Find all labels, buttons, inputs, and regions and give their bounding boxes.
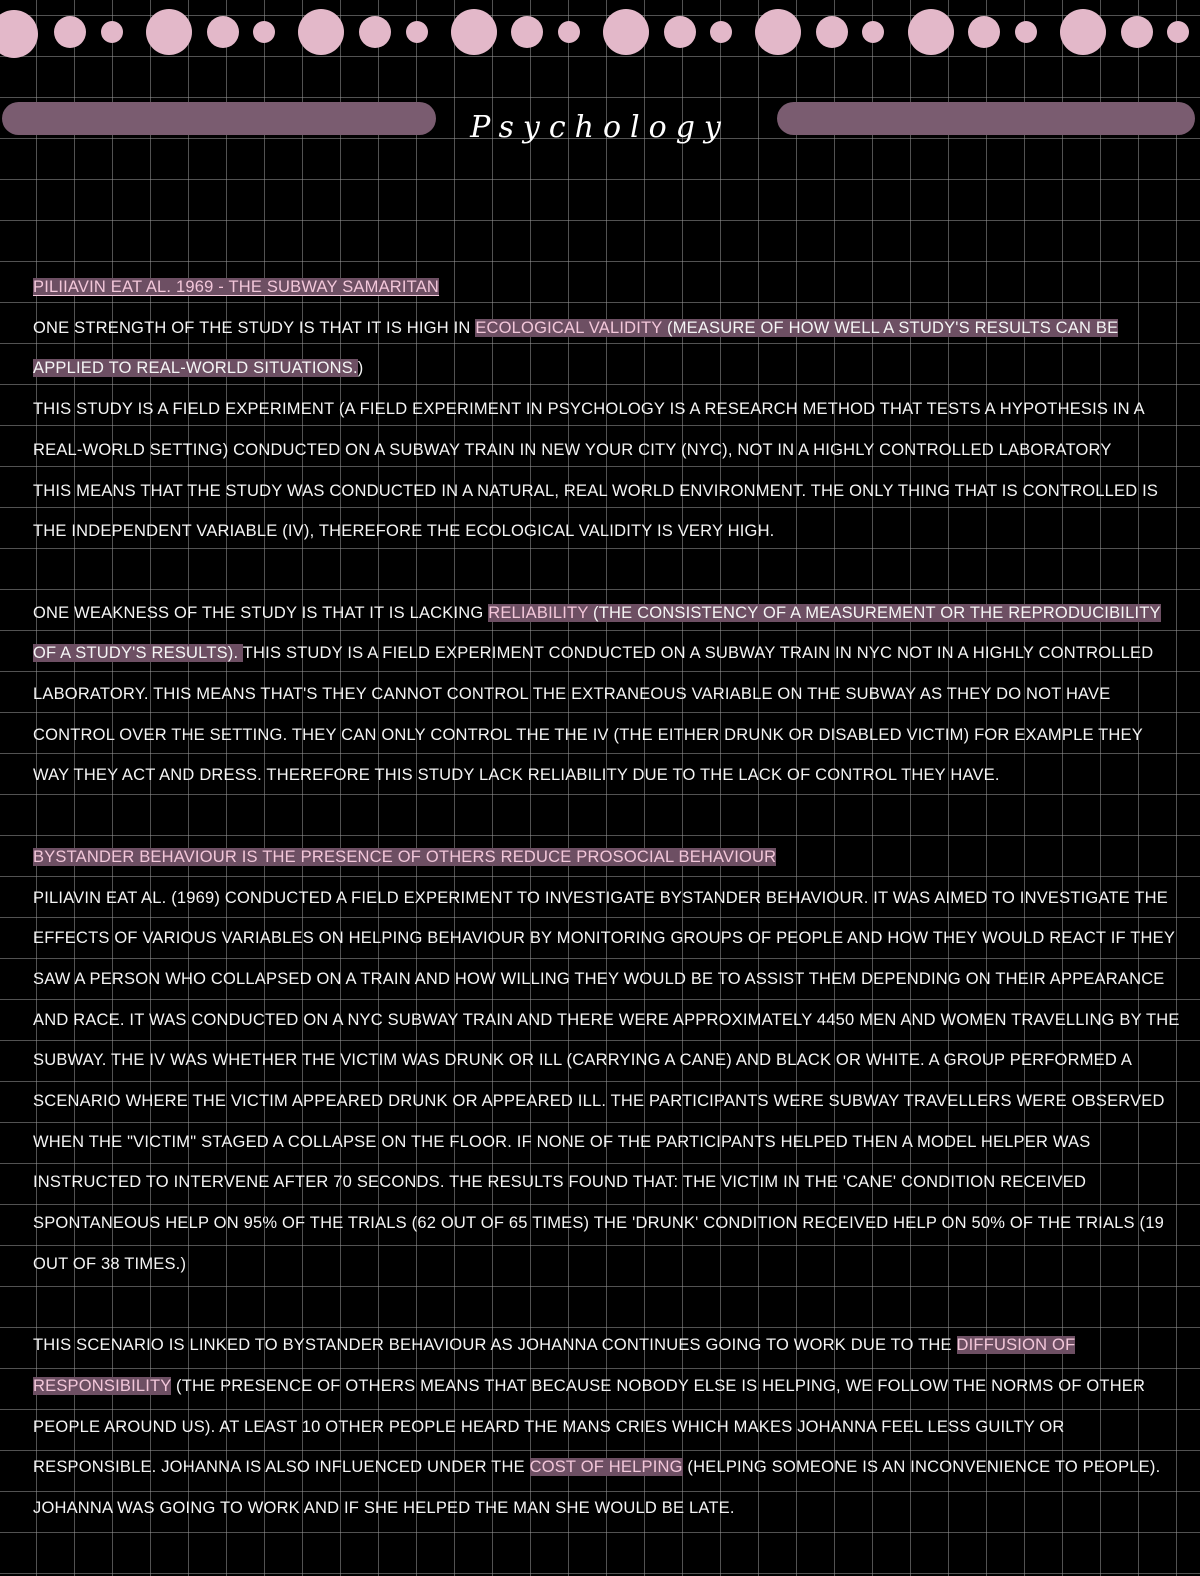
dot-decoration bbox=[101, 21, 123, 43]
dot-decoration bbox=[451, 9, 497, 55]
dot-decoration bbox=[862, 21, 884, 43]
section2-p1-start: ONE WEAKNESS OF THE STUDY IS THAT IT IS LACKING bbox=[33, 603, 489, 622]
dot-decoration bbox=[511, 16, 543, 48]
dot-decoration bbox=[1167, 21, 1189, 43]
section4-paragraph-1 bbox=[33, 1325, 1183, 1529]
dot-decoration bbox=[359, 16, 391, 48]
dot-decoration bbox=[54, 16, 86, 48]
term-diffusion-of-responsibility: DIFFUSION OF RESPONSIBILITY bbox=[33, 1336, 1076, 1395]
section1-p1-end: ) bbox=[357, 359, 364, 378]
dot-decoration bbox=[710, 21, 732, 43]
section-gap bbox=[33, 796, 1183, 837]
dot-decoration bbox=[146, 9, 192, 55]
term-ecological-validity: ECOLOGICAL VALIDITY bbox=[475, 318, 663, 337]
section1-paragraph-1 bbox=[33, 308, 1183, 389]
section4-p1-middle: (THE PRESENCE OF OTHERS MEANS THAT BECAUSE NOBODY ELSE IS HELPING, WE FOLLOW THE NORMS OF OTHER PEOPLE AROUND US). AT LEAST 10 OTHER PEOPLE HEARD THE MANS CRIES WHICH MAKES JOHANNA FEEL LESS GUILTY OR RESPONSIBLE. JOHANNA IS ALSO INFLUENCED UNDER THE bbox=[33, 1376, 1146, 1477]
section1-heading-line bbox=[33, 267, 1183, 308]
dot-decoration bbox=[664, 16, 696, 48]
dot-decoration bbox=[968, 16, 1000, 48]
decorative-dot-border bbox=[0, 0, 1200, 64]
dot-decoration bbox=[0, 10, 38, 58]
section1-paragraph-3: THIS MEANS THAT THE STUDY WAS CONDUCTED IN A NATURAL, REAL WORLD ENVIRONMENT. THE ONLY THING THAT IS CONTROLLED IS THE INDEPENDENT VARIABLE (IV), THEREFORE THE ECOLOGICAL VALIDITY IS VERY HIGH. bbox=[33, 481, 1159, 541]
dot-decoration bbox=[1060, 9, 1106, 55]
term-cost-of-helping: COST OF HELPING bbox=[529, 1458, 683, 1477]
dot-decoration bbox=[558, 21, 580, 43]
dot-decoration bbox=[406, 21, 428, 43]
dot-decoration bbox=[253, 21, 275, 43]
section1-paragraph-2: THIS STUDY IS A FIELD EXPERIMENT (A FIELD EXPERIMENT IN PSYCHOLOGY IS A RESEARCH METHOD THAT TESTS A HYPOTHESIS IN A REAL-WORLD SETTING) CONDUCTED ON A SUBWAY TRAIN IN NEW YOUR CITY (NYC), NOT IN A HIGHLY CONTROLLED LABORATORY bbox=[33, 400, 1144, 459]
section3-paragraph-1: PILIAVIN EAT AL. (1969) CONDUCTED A FIELD EXPERIMENT TO INVESTIGATE BYSTANDER BEHAVIOUR. IT WAS AIMED TO INVESTIGATE THE EFFECTS OF VARIOUS VARIABLES ON HELPING BEHAVIOUR BY MONITORING GROUPS OF PEOPLE AND HOW THEY WOULD REACT IF THEY SAW A PERSON WHO COLLAPSED ON A TRAIN AND HOW WILLING THEY WOULD BE TO ASSIST THEM DEPENDING ON THEIR APPEARANCE AND RACE. IT WAS CONDUCTED ON A NYC SUBWAY TRAIN AND THERE WERE APPROXIMATELY 4450 MEN AND WOMEN TRAVELLING BY THE SUBWAY. THE IV WAS WHETHER THE VICTIM WAS DRUNK OR ILL (CARRYING A CANE) AND BLACK OR WHITE. A GROUP PERFORMED A SCENARIO WHERE THE VICTIM APPEARED DRUNK OR APPEARED ILL. THE PARTICIPANTS WERE SUBWAY TRAVELLERS WERE OBSERVED WHEN THE "VICTIM" STAGED A COLLAPSE ON THE FLOOR. IF NONE OF THE PARTICIPANTS HELPED THEN A MODEL HELPER WAS INSTRUCTED TO INTERVENE AFTER 70 SECONDS. THE RESULTS FOUND THAT: THE VICTIM IN THE 'CANE' CONDITION RECEIVED SPONTANEOUS HELP ON 95% OF THE TRIALS (62 OUT OF 65 TIMES) THE 'DRUNK' CONDITION RECEIVED HELP ON 50% OF THE TRIALS (19 OUT OF 38 TIMES.) bbox=[33, 888, 1180, 1273]
section1-p1-start: ONE STRENGTH OF THE STUDY IS THAT IT IS HIGH IN bbox=[33, 318, 476, 337]
section-gap bbox=[33, 552, 1183, 593]
section-gap bbox=[33, 1285, 1183, 1326]
definition-ecological-validity: (MEASURE OF HOW WELL A STUDY'S RESULTS CAN BE APPLIED TO REAL-WORLD SITUATIONS. bbox=[33, 318, 1119, 378]
section1-heading: PILIIAVIN EAT AL. 1969 - THE SUBWAY SAMARITAN bbox=[33, 278, 440, 296]
section2-p1-end: THIS STUDY IS A FIELD EXPERIMENT CONDUCTED ON A SUBWAY TRAIN IN NYC NOT IN A HIGHLY CONTROLLED LABORATORY. THIS MEANS THAT'S THEY CANNOT CONTROL THE EXTRANEOUS VARIABLE ON THE SUBWAY AS THEY DO NOT HAVE CONTROL OVER THE SETTING. THEY CAN ONLY CONTROL THE THE IV (THE EITHER DRUNK OR DISABLED VICTIM) FOR EXAMPLE THEY WAY THEY ACT AND DRESS. THEREFORE THIS STUDY LACK RELIABILITY DUE TO THE LACK OF CONTROL THEY HAVE. bbox=[33, 644, 1154, 785]
dot-decoration bbox=[1121, 16, 1153, 48]
section3-heading: BYSTANDER BEHAVIOUR IS THE PRESENCE OF OTHERS REDUCE PROSOCIAL BEHAVIOUR bbox=[33, 847, 777, 866]
dot-decoration bbox=[1015, 21, 1037, 43]
dot-decoration bbox=[298, 9, 344, 55]
page-title: Psychology bbox=[470, 110, 730, 145]
dot-decoration bbox=[207, 16, 239, 48]
dot-decoration bbox=[755, 9, 801, 55]
notes-content bbox=[33, 267, 1183, 1529]
dot-decoration bbox=[816, 16, 848, 48]
section4-p1-end: (HELPING SOMEONE IS AN INCONVENIENCE TO PEOPLE). JOHANNA WAS GOING TO WORK AND IF SHE HELPED THE MAN SHE WOULD BE LATE. bbox=[33, 1458, 1161, 1518]
definition-reliability: (THE CONSISTENCY OF A MEASUREMENT OR THE REPRODUCIBILITY OF A STUDY'S RESULTS). bbox=[33, 603, 1161, 663]
term-reliability: RELIABILITY bbox=[488, 603, 589, 622]
section3-heading-line bbox=[33, 837, 1183, 878]
dot-decoration bbox=[603, 9, 649, 55]
section2-paragraph-1 bbox=[33, 593, 1183, 797]
section4-p1-start: THIS SCENARIO IS LINKED TO BYSTANDER BEHAVIOUR AS JOHANNA CONTINUES GOING TO WORK DUE TO THE bbox=[33, 1336, 957, 1355]
dot-decoration bbox=[908, 9, 954, 55]
